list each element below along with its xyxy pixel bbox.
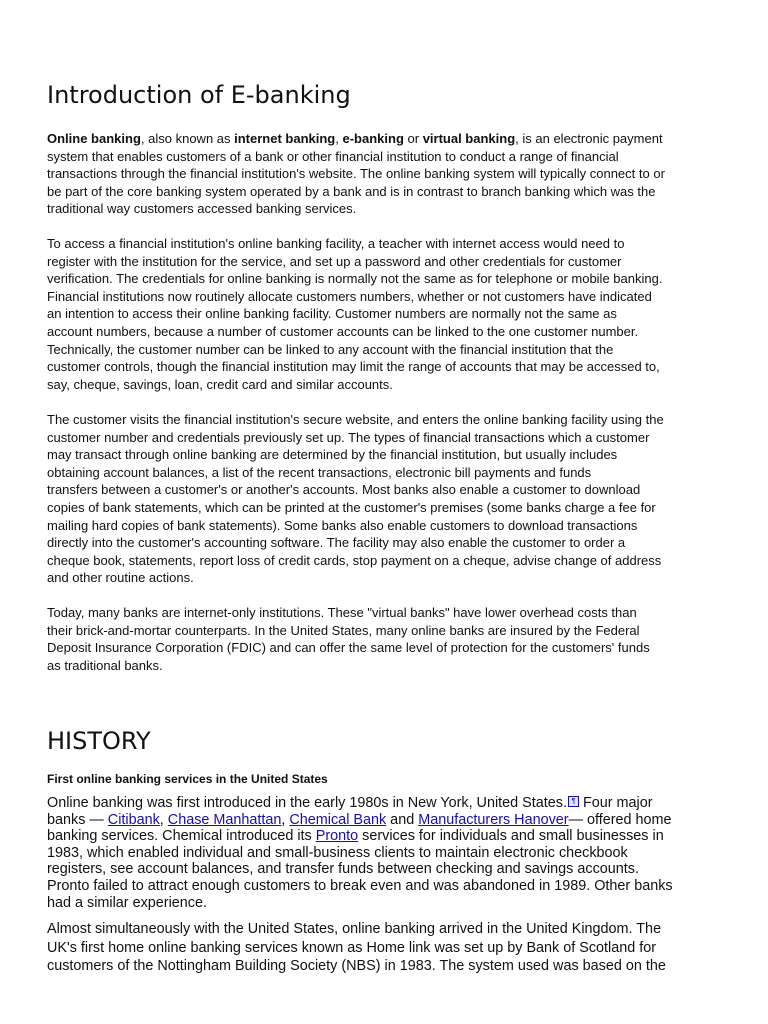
paragraph-line: as traditional banks.	[47, 657, 163, 673]
virtual-banks-paragraph	[47, 604, 727, 674]
paragraph-line: customer number and credentials previously set up. The types of financial transactions which a customer	[47, 429, 650, 445]
history-line: customers of the Nottingham Building Society (NBS) in 1983. The system used was based on the	[47, 958, 666, 975]
history-paragraph-1	[47, 795, 727, 911]
history-line: registers, see account balances, and transfer funds between checking and savings accounts.	[47, 861, 639, 878]
intro-line: traditional way customers accessed banking services.	[47, 201, 357, 217]
paragraph-line: their brick-and-mortar counterparts. In the United States, many online banks are insured by the Federal	[47, 622, 640, 638]
paragraph-line: cheque book, statements, report loss of credit cards, stop payment on a cheque, advise change of address	[47, 552, 662, 568]
intro-line: system that enables customers of a bank or other financial institution to conduct a range of financial	[47, 148, 619, 164]
paragraph-line: mailing hard copies of bank statements). Some banks also enable customers to download transactions	[47, 517, 638, 533]
paragraph-line: directly into the customer's accounting software. The facility may also enable the customer to order a	[47, 535, 626, 551]
history-line: Pronto failed to attract enough customers to break even and was abandoned in 1989. Other banks	[47, 877, 673, 894]
paragraph-line: register with the institution for the service, and set up a password and other credentials for customer	[47, 253, 622, 269]
intro-line: transactions through the financial institution's website. The online banking system will typically connect to or	[47, 166, 665, 182]
link-chase-manhattan[interactable]: Chase Manhattan	[167, 811, 282, 828]
history-line: 1983, which enabled individual and small-business clients to maintain electronic checkbook	[47, 844, 628, 861]
paragraph-line: copies of bank statements, which can be printed at the customer's premises (some banks charge a fee for	[47, 499, 656, 515]
link-chemical-bank[interactable]: Chemical Bank	[289, 811, 387, 828]
history-heading: HISTORY	[47, 727, 151, 755]
history-paragraph-2	[47, 920, 727, 976]
paragraph-line: verification. The credentials for online banking is normally not the same as for telephone or mobile banking.	[47, 271, 663, 287]
paragraph-line: Today, many banks are internet-only institutions. These "virtual banks" have lower overhead costs than	[47, 605, 637, 620]
intro-line: be part of the core banking system operated by a bank and is in contrast to branch banking which was the	[47, 183, 656, 199]
paragraph-line: may transact through online banking are determined by the financial institution, but usually includes	[47, 447, 618, 463]
paragraph-line: Deposit Insurance Corporation (FDIC) and can offer the same level of protection for the customers' funds	[47, 640, 650, 656]
link-pronto[interactable]: Pronto	[315, 828, 359, 845]
history-line: banks — Citibank, Chase Manhattan, Chemical Bank and Manufacturers Hanover— offered home	[47, 811, 672, 828]
paragraph-line: transfers between a customer's or another's accounts. Most banks also enable a customer to download	[47, 482, 641, 498]
link-citibank[interactable]: Citibank	[107, 811, 160, 828]
history-subheading: First online banking services in the United States	[47, 772, 328, 786]
paragraph-line: The customer visits the financial institution's secure website, and enters the online banking facility using the	[47, 412, 664, 427]
intro-paragraph	[47, 130, 727, 218]
link-manufacturers-hanover[interactable]: Manufacturers Hanover	[418, 811, 569, 828]
paragraph-line: account numbers, because a number of customer accounts can be linked to the one customer number.	[47, 323, 639, 339]
history-line: Almost simultaneously with the United States, online banking arrived in the United Kingdom. The	[47, 921, 662, 937]
paragraph-line: an intention to access their online banking facility. Customer numbers are normally not the same as	[47, 306, 617, 322]
history-line: had a similar experience.	[47, 894, 207, 911]
history-line: banking services. Chemical introduced its Pronto services for individuals and small businesses in	[47, 828, 664, 845]
paragraph-line: To access a financial institution's online banking facility, a teacher with internet access would need to	[47, 236, 625, 251]
intro-line-1: Online banking, also known as internet banking, e-banking or virtual banking, is an electronic payment	[47, 131, 663, 146]
access-paragraph	[47, 235, 727, 393]
history-line: UK's first home online banking services known as Home link was set up by Bank of Scotland for	[47, 939, 657, 956]
page-title: Introduction of E-banking	[47, 81, 351, 109]
history-line: Online banking was first introduced in the early 1980s in New York, United States. ¶ Four major	[47, 795, 653, 811]
transactions-paragraph	[47, 411, 727, 587]
paragraph-line: Technically, the customer number can be linked to any account with the financial institution that the	[47, 341, 614, 357]
paragraph-line: Financial institutions now routinely allocate customers numbers, whether or not customers have indicated	[47, 288, 652, 304]
paragraph-line: obtaining account balances, a list of the recent transactions, electronic bill payments and funds	[47, 464, 592, 480]
paragraph-line: customer controls, though the financial institution may limit the range of accounts that may be accessed to,	[47, 359, 660, 375]
citation-icon[interactable]: ¶	[568, 796, 579, 807]
paragraph-line: say, cheque, savings, loan, credit card and similar accounts.	[47, 376, 393, 392]
paragraph-line: and other routine actions.	[47, 570, 194, 586]
